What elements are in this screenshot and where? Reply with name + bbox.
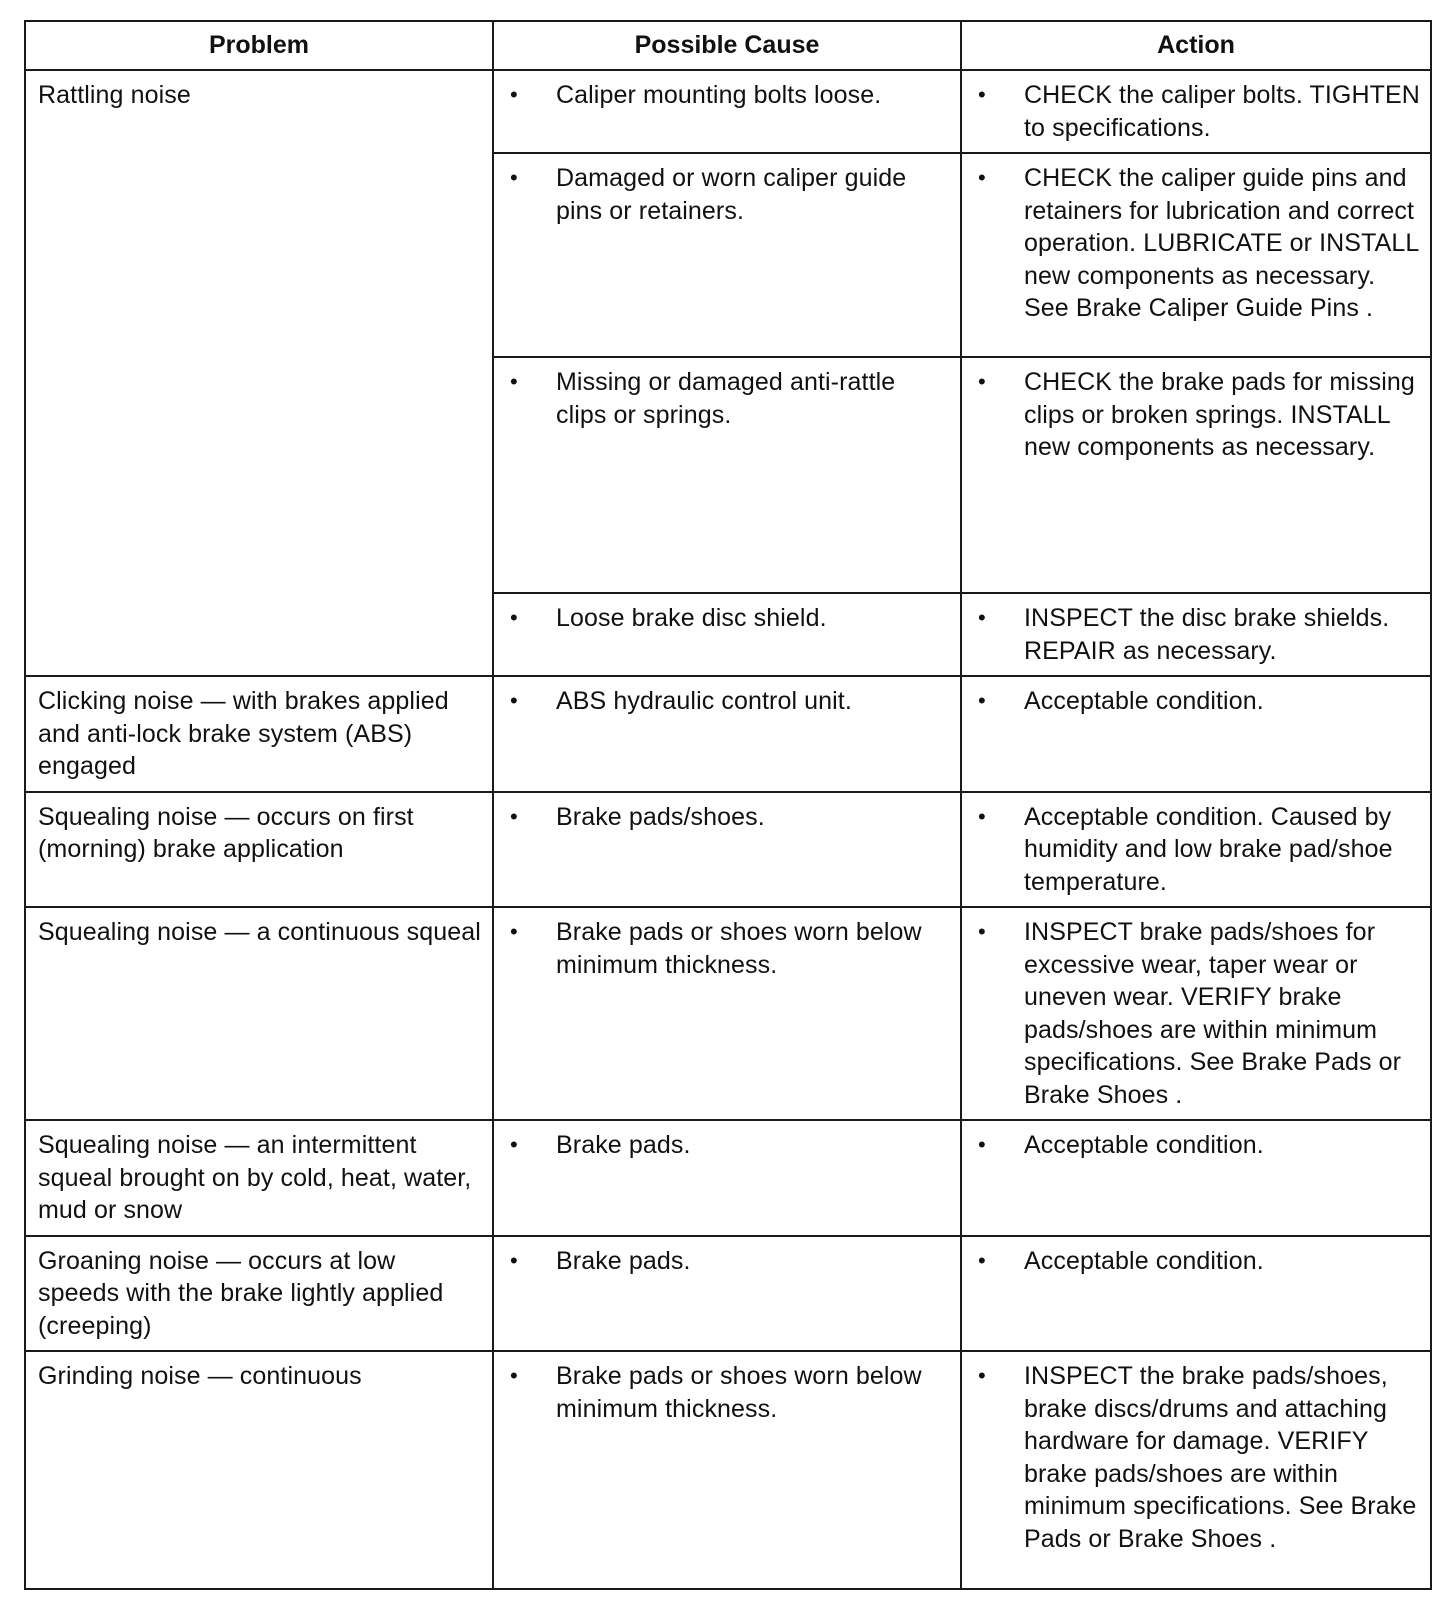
bullet-icon: • bbox=[978, 165, 986, 190]
bullet-icon: • bbox=[978, 919, 986, 944]
cause-cell bbox=[493, 792, 961, 908]
bullet-icon: • bbox=[978, 688, 986, 713]
bullet-icon: • bbox=[978, 1363, 986, 1388]
bullet-icon: • bbox=[510, 605, 518, 630]
action-cell bbox=[961, 676, 1431, 792]
bullet-icon: • bbox=[978, 82, 986, 107]
bullet-icon: • bbox=[978, 803, 986, 829]
cause-cell bbox=[493, 153, 961, 357]
action-cell bbox=[961, 792, 1431, 908]
action-cell bbox=[961, 1236, 1431, 1352]
bullet-icon: • bbox=[978, 1132, 986, 1157]
cause-text: Caliper mounting bolts loose. bbox=[556, 81, 882, 109]
cause-cell bbox=[493, 1120, 961, 1236]
cause-text: Loose brake disc shield. bbox=[556, 604, 827, 632]
table-row bbox=[25, 70, 1431, 153]
cause-cell bbox=[493, 1351, 961, 1589]
table-row bbox=[25, 792, 1431, 908]
bullet-icon: • bbox=[510, 688, 518, 713]
action-cell bbox=[961, 153, 1431, 357]
table-row bbox=[25, 1236, 1431, 1352]
cause-cell bbox=[493, 593, 961, 676]
action-text: Acceptable condition. Caused by humidity and low brake pad/shoe temperature. bbox=[1024, 802, 1393, 896]
cause-text: Brake pads. bbox=[556, 1246, 691, 1275]
action-cell bbox=[961, 593, 1431, 676]
action-text: INSPECT the disc brake shields. REPAIR as necessary. bbox=[1024, 604, 1390, 665]
action-text: CHECK the caliper bolts. TIGHTEN to specifications. bbox=[1024, 81, 1420, 142]
cause-text: ABS hydraulic control unit. bbox=[556, 687, 852, 715]
action-text: Acceptable condition. bbox=[1024, 687, 1264, 715]
action-text: Acceptable condition. bbox=[1024, 1246, 1264, 1275]
problem-cell: Squealing noise — an intermittent squeal brought on by cold, heat, water, mud or snow bbox=[25, 1120, 493, 1236]
table-row bbox=[25, 1120, 1431, 1236]
bullet-icon: • bbox=[510, 82, 518, 107]
cause-text: Brake pads. bbox=[556, 1131, 691, 1159]
cause-text: Brake pads/shoes. bbox=[556, 802, 765, 831]
action-text: Acceptable condition. bbox=[1024, 1131, 1264, 1159]
bullet-icon: • bbox=[510, 165, 518, 190]
header-problem: Problem bbox=[25, 21, 493, 70]
problem-cell: Groaning noise — occurs at low speeds with the brake lightly applied (creeping) bbox=[25, 1236, 493, 1352]
cause-cell bbox=[493, 70, 961, 153]
cause-text: Missing or damaged anti-rattle clips or springs. bbox=[556, 368, 896, 429]
header-possible-cause: Possible Cause bbox=[493, 21, 961, 70]
action-cell bbox=[961, 907, 1431, 1120]
cause-text: Damaged or worn caliper guide pins or retainers. bbox=[556, 164, 907, 225]
cause-cell bbox=[493, 357, 961, 593]
problem-cell: Clicking noise — with brakes applied and anti-lock brake system (ABS) engaged bbox=[25, 676, 493, 792]
problem-cell: Rattling noise bbox=[25, 70, 493, 676]
table-row bbox=[25, 676, 1431, 792]
bullet-icon: • bbox=[978, 605, 986, 630]
table-row bbox=[25, 907, 1431, 1120]
bullet-icon: • bbox=[510, 803, 518, 829]
action-cell bbox=[961, 70, 1431, 153]
bullet-icon: • bbox=[510, 919, 518, 944]
action-text: INSPECT the brake pads/shoes, brake discs/drums and attaching hardware for damage. VERIFY brake pads/shoes are within minimum specifications. See Brake Pads or Brake Shoes . bbox=[1024, 1362, 1417, 1553]
cause-text: Brake pads or shoes worn below minimum thickness. bbox=[556, 918, 922, 979]
problem-cell: Squealing noise — a continuous squeal bbox=[25, 907, 493, 1120]
cause-text: Brake pads or shoes worn below minimum thickness. bbox=[556, 1362, 922, 1423]
action-cell bbox=[961, 1351, 1431, 1589]
action-text: CHECK the brake pads for missing clips or broken springs. INSTALL new components as necessary. bbox=[1024, 368, 1415, 461]
bullet-icon: • bbox=[510, 369, 518, 394]
table-row bbox=[25, 1351, 1431, 1589]
bullet-icon: • bbox=[510, 1132, 518, 1157]
problem-cell: Grinding noise — continuous bbox=[25, 1351, 493, 1589]
cause-cell bbox=[493, 907, 961, 1120]
cause-cell bbox=[493, 1236, 961, 1352]
bullet-icon: • bbox=[510, 1247, 518, 1273]
bullet-icon: • bbox=[510, 1363, 518, 1388]
header-row bbox=[25, 21, 1431, 70]
header-action: Action bbox=[961, 21, 1431, 70]
action-cell bbox=[961, 357, 1431, 593]
action-text: INSPECT brake pads/shoes for excessive wear, taper wear or uneven wear. VERIFY brake pads/shoes are within minimum specifications. See Brake Pads or Brake Shoes . bbox=[1024, 918, 1402, 1109]
action-cell bbox=[961, 1120, 1431, 1236]
bullet-icon: • bbox=[978, 1247, 986, 1273]
cause-cell bbox=[493, 676, 961, 792]
action-text: CHECK the caliper guide pins and retainers for lubrication and correct operation. LUBRICATE or INSTALL new components as necessary. See Brake Caliper Guide Pins . bbox=[1024, 164, 1419, 322]
diagnosis-table bbox=[24, 20, 1432, 1590]
problem-cell: Squealing noise — occurs on first (morning) brake application bbox=[25, 792, 493, 908]
bullet-icon: • bbox=[978, 369, 986, 394]
